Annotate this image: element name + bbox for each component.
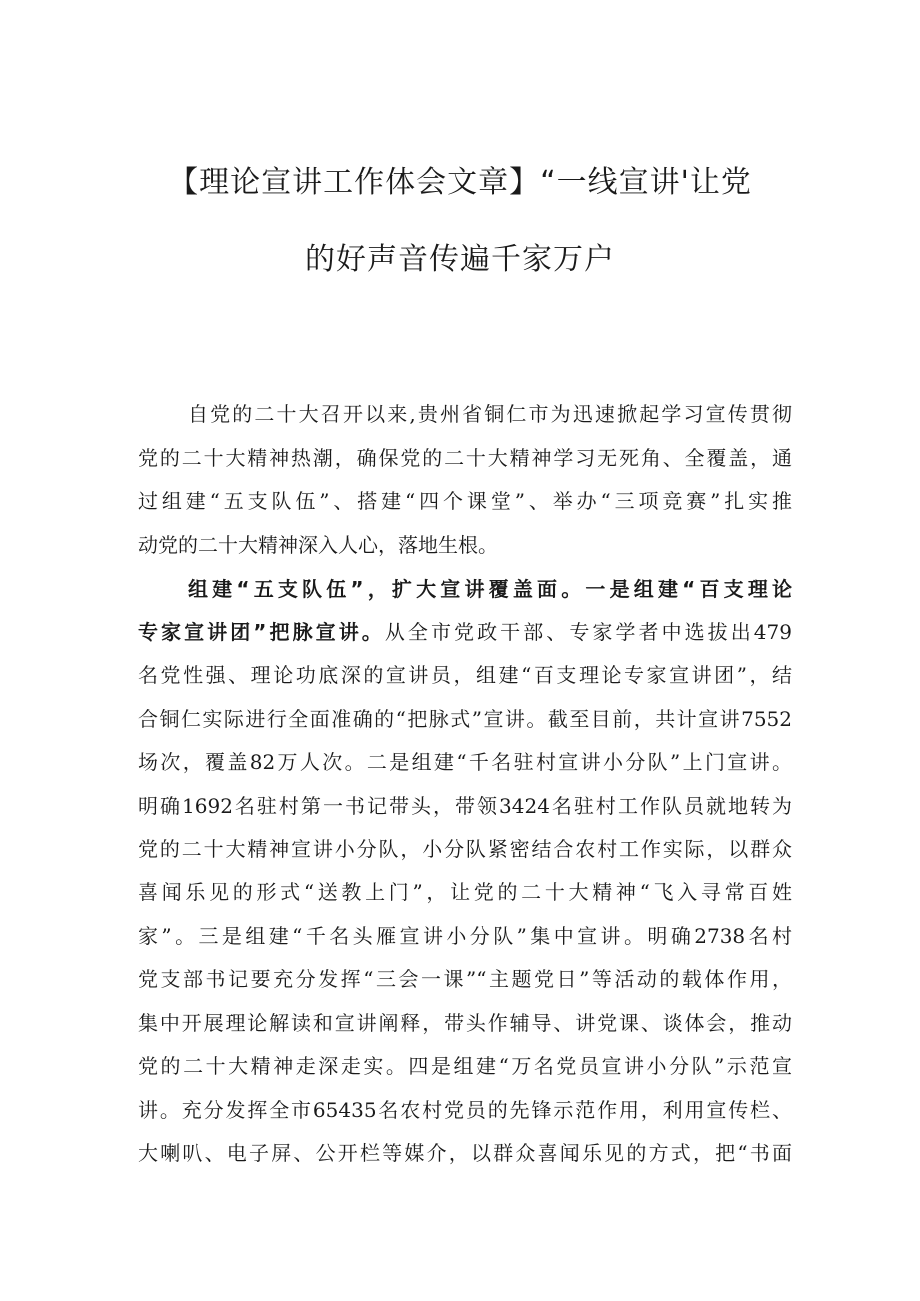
paragraph-2-line: 讲。充分发挥全市65435名农村党员的先锋示范作用，利用宣传栏、 [138, 1098, 792, 1122]
paragraph-2-line [138, 617, 792, 647]
paragraph-2-line: 党的二十大精神宣讲小分队，小分队紧密结合农村工作实际，以群众 [138, 837, 792, 861]
paragraph-2-line: 名党性强、理论功底深的宣讲员，组建“百支理论专家宣讲团”，结 [138, 663, 792, 687]
section-subheading: 专家宣讲团”把脉宣讲。 [138, 620, 385, 644]
paragraph-2-line: 党支部书记要充分发挥“三会一课”“主题党日”等活动的载体作用， [138, 967, 792, 991]
paragraph-2-line: 家”。三是组建“千名头雁宣讲小分队”集中宣讲。明确2738名村 [138, 924, 792, 948]
paragraph-2-text: 从全市党政干部、专家学者中选拔出479 [384, 620, 792, 644]
document-title-line-2: 的好声音传遍千家万户 [305, 242, 615, 277]
paragraph-1-line: 过组建“五支队伍”、搭建“四个课堂”、举办“三项竞赛”扎实推 [138, 489, 792, 513]
document-title-line-1: 【理论宣讲工作体会文章】“一线宣讲'让党 [168, 165, 752, 200]
paragraph-2-line: 集中开展理论解读和宣讲阐释，带头作辅导、讲党课、谈体会，推动 [138, 1011, 792, 1035]
paragraph-2-line: 明确1692名驻村第一书记带头，带领3424名驻村工作队员就地转为 [138, 794, 792, 818]
paragraph-2-line: 场次，覆盖82万人次。二是组建“千名驻村宣讲小分队”上门宣讲。 [138, 750, 792, 774]
paragraph-1-line: 自党的二十大召开以来,贵州省铜仁市为迅速掀起学习宣传贯彻 [188, 402, 792, 426]
paragraph-2-line: 喜闻乐见的形式“送教上门”，让党的二十大精神“飞入寻常百姓 [138, 880, 792, 904]
section-heading: 组建“五支队伍”，扩大宣讲覆盖面。一是组建“百支理论 [188, 577, 792, 601]
paragraph-2-line: 大喇叭、电子屏、公开栏等媒介，以群众喜闻乐见的方式，把“书面 [138, 1141, 792, 1165]
paragraph-2-line: 党的二十大精神走深走实。四是组建“万名党员宣讲小分队”示范宣 [138, 1054, 792, 1078]
paragraph-1-line: 党的二十大精神热潮，确保党的二十大精神学习无死角、全覆盖，通 [138, 446, 792, 470]
paragraph-2-line: 合铜仁实际进行全面准确的“把脉式”宣讲。截至目前，共计宣讲7552 [138, 707, 792, 731]
paragraph-1-line: 动党的二十大精神深入人心，落地生根。 [138, 533, 498, 557]
